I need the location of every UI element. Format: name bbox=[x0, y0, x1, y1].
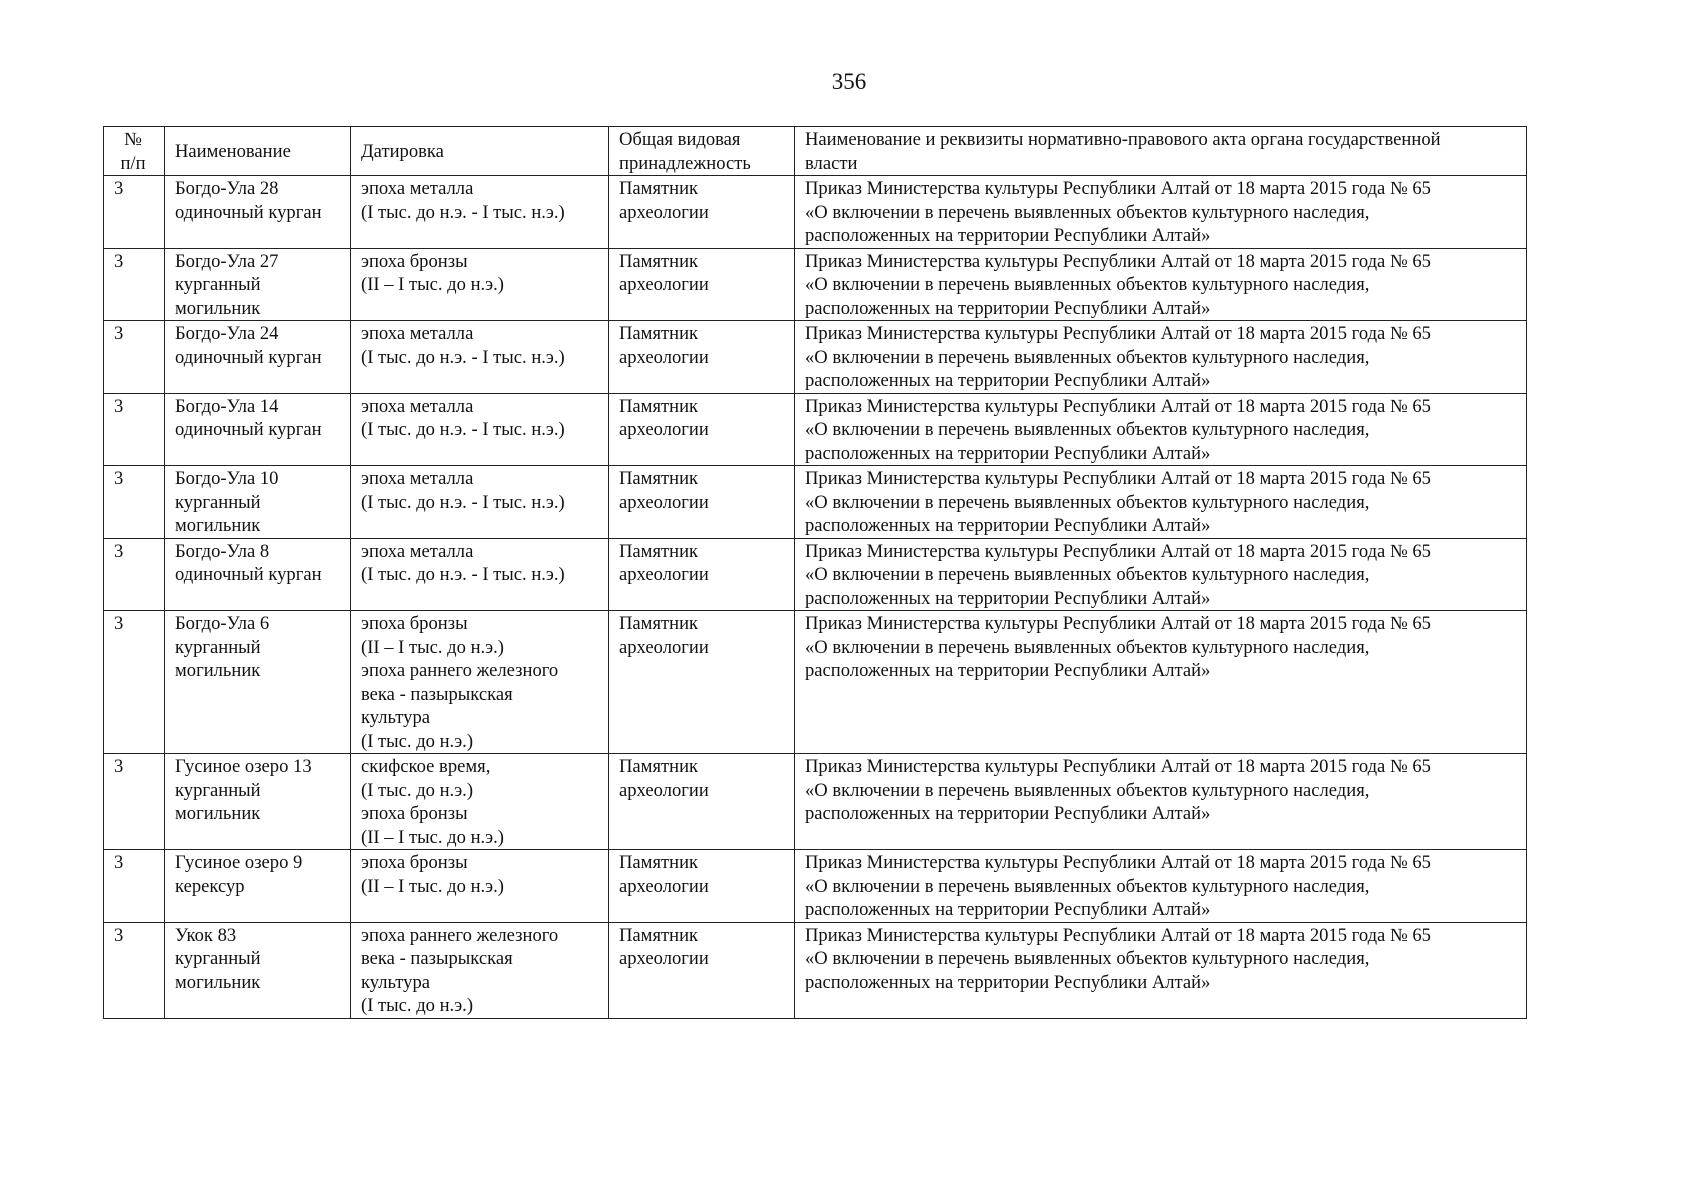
cell-name: Богдо-Ула 10 курганный могильник bbox=[165, 466, 351, 539]
cell-act: Приказ Министерства культуры Республики Алтай от 18 марта 2015 года № 65 «О включении в перечень выявленных объектов культурного наследия, расположенных на территории Республики Алтай» bbox=[795, 538, 1527, 611]
cell-act: Приказ Министерства культуры Республики Алтай от 18 марта 2015 года № 65 «О включении в перечень выявленных объектов культурного наследия, расположенных на территории Республики Алтай» bbox=[795, 248, 1527, 321]
table-header-row bbox=[104, 127, 1527, 176]
cell-type: Памятник археологии bbox=[609, 176, 795, 249]
header-type: Общая видовая принадлежность bbox=[609, 127, 795, 176]
cell-dating: эпоха бронзы (II – I тыс. до н.э.) эпоха раннего железного века - пазырыкская культура (I тыс. до н.э.) bbox=[351, 611, 609, 754]
cell-act: Приказ Министерства культуры Республики Алтай от 18 марта 2015 года № 65 «О включении в перечень выявленных объектов культурного наследия, расположенных на территории Республики Алтай» bbox=[795, 611, 1527, 754]
cell-dating: эпоха металла (I тыс. до н.э. - I тыс. н.э.) bbox=[351, 321, 609, 394]
cell-name: Богдо-Ула 8 одиночный курган bbox=[165, 538, 351, 611]
cell-name: Богдо-Ула 24 одиночный курган bbox=[165, 321, 351, 394]
cell-dating: эпоха раннего железного века - пазырыкская культура (I тыс. до н.э.) bbox=[351, 922, 609, 1018]
cell-number: 3 bbox=[104, 321, 165, 394]
cell-number: 3 bbox=[104, 922, 165, 1018]
table-row bbox=[104, 248, 1527, 321]
cell-dating: эпоха металла (I тыс. до н.э. - I тыс. н.э.) bbox=[351, 466, 609, 539]
table-row bbox=[104, 176, 1527, 249]
header-dating: Датировка bbox=[351, 127, 609, 176]
cell-act: Приказ Министерства культуры Республики Алтай от 18 марта 2015 года № 65 «О включении в перечень выявленных объектов культурного наследия, расположенных на территории Республики Алтай» bbox=[795, 850, 1527, 923]
cell-number: 3 bbox=[104, 466, 165, 539]
cell-name: Богдо-Ула 27 курганный могильник bbox=[165, 248, 351, 321]
page-number: 356 bbox=[831, 69, 867, 94]
table-row bbox=[104, 538, 1527, 611]
table-row bbox=[104, 321, 1527, 394]
cell-act: Приказ Министерства культуры Республики Алтай от 18 марта 2015 года № 65 «О включении в перечень выявленных объектов культурного наследия, расположенных на территории Республики Алтай» bbox=[795, 466, 1527, 539]
table-row bbox=[104, 922, 1527, 1018]
cell-name: Укок 83 курганный могильник bbox=[165, 922, 351, 1018]
table-row bbox=[104, 393, 1527, 466]
cell-act: Приказ Министерства культуры Республики Алтай от 18 марта 2015 года № 65 «О включении в перечень выявленных объектов культурного наследия, расположенных на территории Республики Алтай» bbox=[795, 393, 1527, 466]
cell-act: Приказ Министерства культуры Республики Алтай от 18 марта 2015 года № 65 «О включении в перечень выявленных объектов культурного наследия, расположенных на территории Республики Алтай» bbox=[795, 176, 1527, 249]
cell-number: 3 bbox=[104, 754, 165, 850]
cell-number: 3 bbox=[104, 611, 165, 754]
cell-act: Приказ Министерства культуры Республики Алтай от 18 марта 2015 года № 65 «О включении в перечень выявленных объектов культурного наследия, расположенных на территории Республики Алтай» bbox=[795, 754, 1527, 850]
cell-dating: эпоха металла (I тыс. до н.э. - I тыс. н.э.) bbox=[351, 393, 609, 466]
cell-dating: эпоха металла (I тыс. до н.э. - I тыс. н.э.) bbox=[351, 176, 609, 249]
cell-act: Приказ Министерства культуры Республики Алтай от 18 марта 2015 года № 65 «О включении в перечень выявленных объектов культурного наследия, расположенных на территории Республики Алтай» bbox=[795, 321, 1527, 394]
cell-type: Памятник археологии bbox=[609, 248, 795, 321]
cell-type: Памятник археологии bbox=[609, 754, 795, 850]
cell-dating: эпоха бронзы (II – I тыс. до н.э.) bbox=[351, 248, 609, 321]
cell-type: Памятник археологии bbox=[609, 393, 795, 466]
header-number: № п/п bbox=[104, 127, 165, 176]
table-row bbox=[104, 466, 1527, 539]
cell-dating: эпоха бронзы (II – I тыс. до н.э.) bbox=[351, 850, 609, 923]
cell-dating: скифское время, (I тыс. до н.э.) эпоха бронзы (II – I тыс. до н.э.) bbox=[351, 754, 609, 850]
cell-dating: эпоха металла (I тыс. до н.э. - I тыс. н.э.) bbox=[351, 538, 609, 611]
cell-number: 3 bbox=[104, 176, 165, 249]
cell-act: Приказ Министерства культуры Республики Алтай от 18 марта 2015 года № 65 «О включении в перечень выявленных объектов культурного наследия, расположенных на территории Республики Алтай» bbox=[795, 922, 1527, 1018]
table-row bbox=[104, 754, 1527, 850]
cell-type: Памятник археологии bbox=[609, 538, 795, 611]
cell-number: 3 bbox=[104, 538, 165, 611]
table-row bbox=[104, 611, 1527, 754]
cell-name: Гусиное озеро 13 курганный могильник bbox=[165, 754, 351, 850]
cell-type: Памятник археологии bbox=[609, 850, 795, 923]
cell-number: 3 bbox=[104, 850, 165, 923]
table-row bbox=[104, 850, 1527, 923]
cell-type: Памятник археологии bbox=[609, 321, 795, 394]
header-act: Наименование и реквизиты нормативно-правового акта органа государственной власти bbox=[795, 127, 1527, 176]
cell-type: Памятник археологии bbox=[609, 922, 795, 1018]
cell-type: Памятник археологии bbox=[609, 466, 795, 539]
cell-name: Богдо-Ула 6 курганный могильник bbox=[165, 611, 351, 754]
cell-name: Богдо-Ула 14 одиночный курган bbox=[165, 393, 351, 466]
cell-type: Памятник археологии bbox=[609, 611, 795, 754]
cell-number: 3 bbox=[104, 393, 165, 466]
header-name: Наименование bbox=[165, 127, 351, 176]
monuments-table bbox=[103, 126, 1527, 1019]
cell-number: 3 bbox=[104, 248, 165, 321]
cell-name: Богдо-Ула 28 одиночный курган bbox=[165, 176, 351, 249]
cell-name: Гусиное озеро 9 керексур bbox=[165, 850, 351, 923]
